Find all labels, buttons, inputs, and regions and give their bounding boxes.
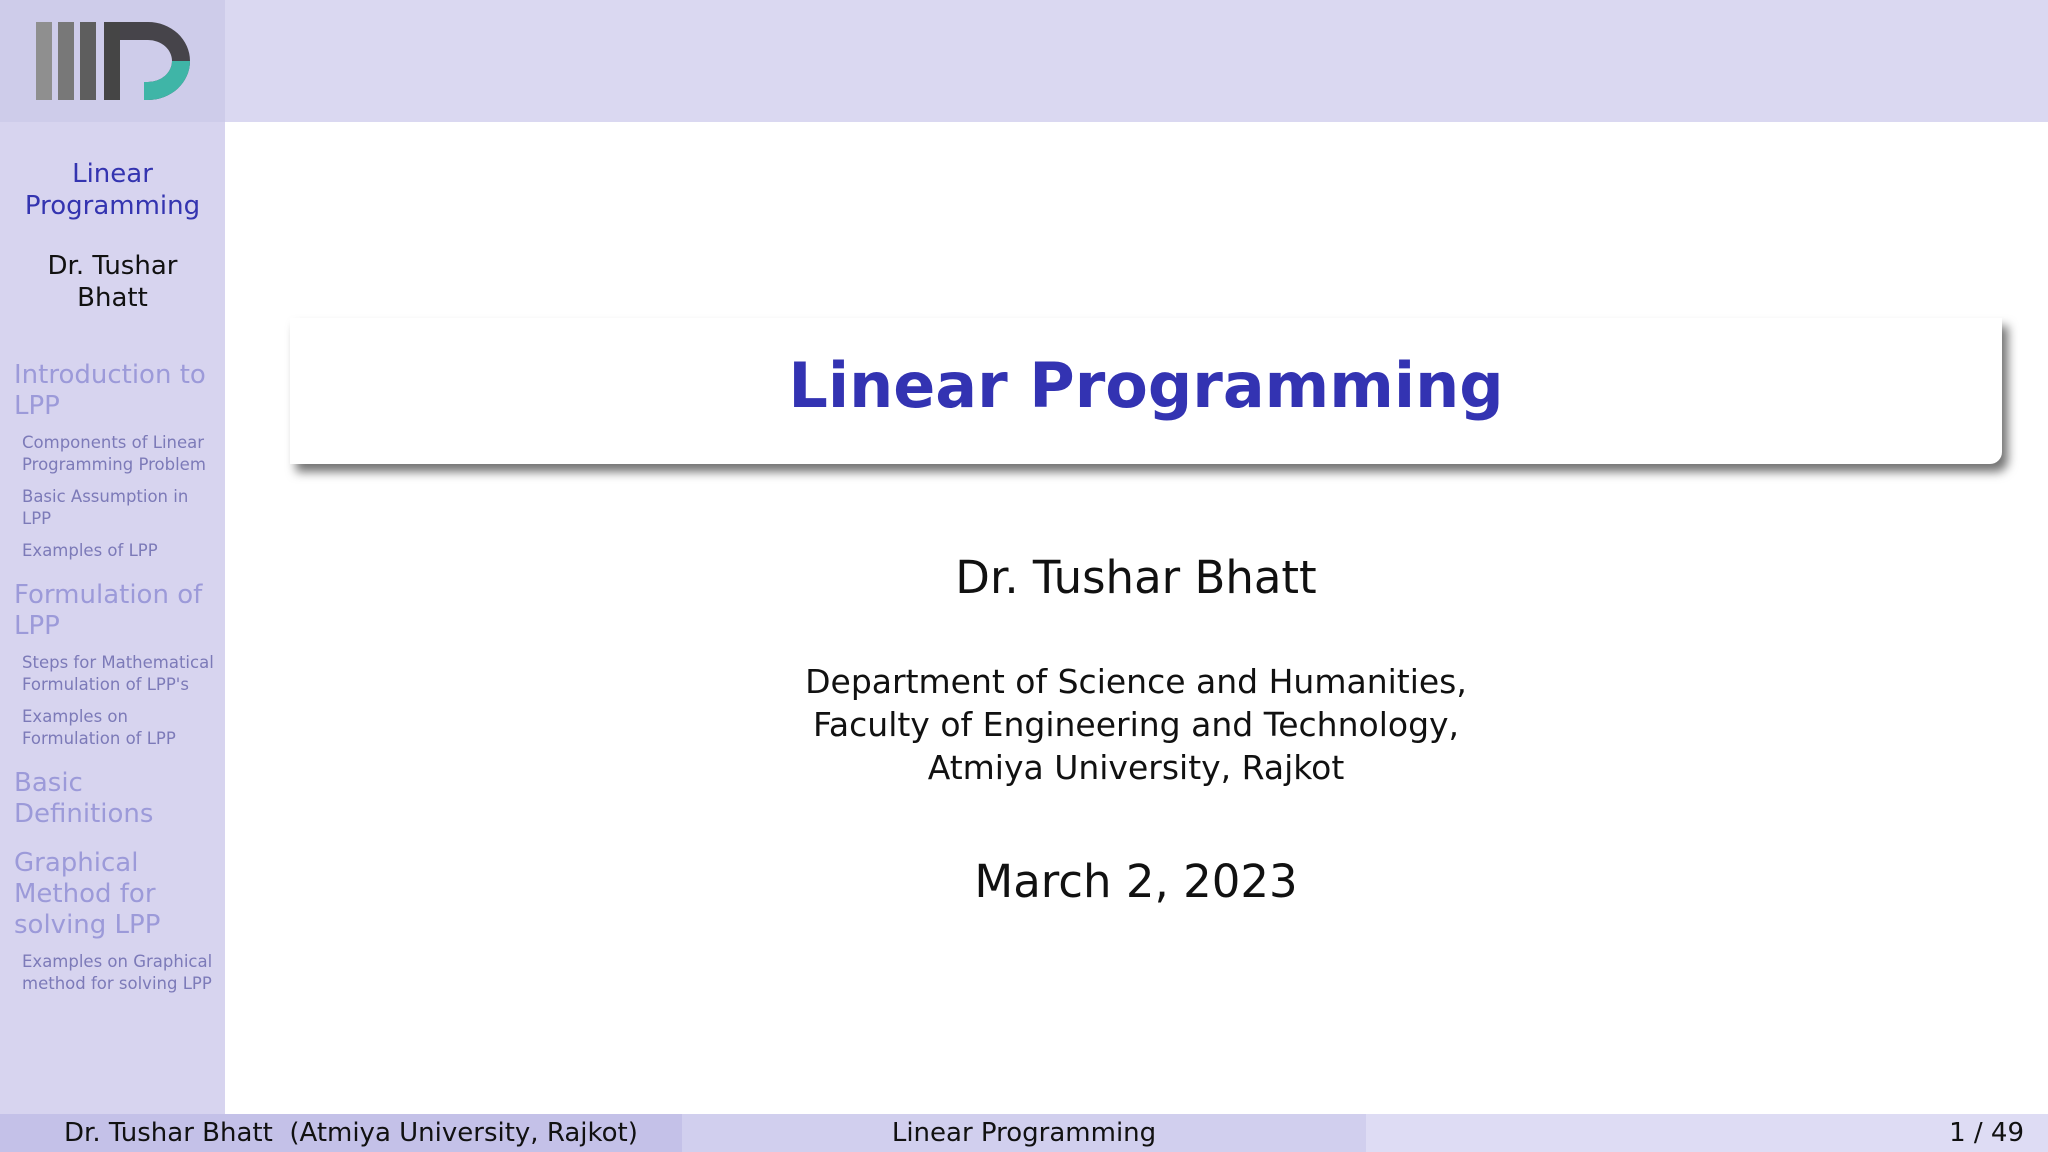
- slide-date: March 2, 2023: [974, 855, 1298, 908]
- nav-section-label: LPP: [14, 391, 60, 421]
- nav-section-label: Definitions: [14, 799, 154, 829]
- sidebar-navigation: [14, 360, 219, 995]
- logo-area: [0, 0, 225, 122]
- affiliation-line: Atmiya University, Rajkot: [927, 748, 1345, 787]
- nav-section-label: Introduction to: [14, 360, 206, 390]
- nav-subsection-label: Basic Assumption in: [22, 487, 189, 506]
- footer-author-section: [0, 1114, 682, 1152]
- footer-title-section: [682, 1114, 1366, 1152]
- sidebar-author: [0, 250, 225, 314]
- nav-subsection-label: Examples on: [22, 707, 128, 726]
- nav-subsection-label: Components of Linear: [22, 433, 205, 452]
- nav-subsection-examples-lpp[interactable]: [22, 540, 219, 562]
- nav-subsection-examples-graphical[interactable]: [22, 951, 219, 995]
- nav-section-graphical-method[interactable]: [14, 848, 219, 941]
- sidebar-author-line: Bhatt: [77, 283, 148, 313]
- slide-affiliation: [290, 660, 1982, 789]
- sidebar-title-line: Linear: [72, 159, 153, 189]
- footer-bar: [0, 1114, 2048, 1152]
- nav-subsection-label: Formulation of LPP's: [22, 675, 189, 694]
- nav-section-introduction[interactable]: [14, 360, 219, 422]
- nav-subsection-examples-formulation[interactable]: [22, 706, 219, 750]
- nav-section-label: Basic: [14, 768, 83, 798]
- nav-subsection-label: Examples of LPP: [22, 541, 158, 560]
- page-number: 1 / 49: [1949, 1118, 2024, 1148]
- nav-section-label: LPP: [14, 611, 60, 641]
- affiliation-line: Faculty of Engineering and Technology,: [812, 705, 1460, 744]
- nav-section-formulation[interactable]: [14, 580, 219, 642]
- header-band: [0, 0, 2048, 122]
- footer-title: Linear Programming: [891, 1118, 1157, 1148]
- slide-author: Dr. Tushar Bhatt: [955, 551, 1317, 604]
- sidebar-author-line: Dr. Tushar: [47, 251, 178, 281]
- footer-author: Dr. Tushar Bhatt (Atmiya University, Rajkot): [64, 1118, 638, 1148]
- nav-subsection-label: Steps for Mathematical: [22, 653, 214, 672]
- footer-page-section: [1366, 1114, 2048, 1152]
- nav-section-label: Graphical: [14, 848, 139, 878]
- nav-subsection-steps[interactable]: [22, 652, 219, 696]
- nav-subsection-label: Programming Problem: [22, 455, 206, 474]
- nav-section-basic-definitions[interactable]: [14, 768, 219, 830]
- university-logo-icon: [36, 22, 196, 102]
- slide-title-box: [290, 318, 2002, 464]
- nav-subsection-basic-assumption[interactable]: [22, 486, 219, 530]
- nav-subsection-label: Formulation of LPP: [22, 729, 176, 748]
- slide-title: Linear Programming: [788, 349, 1504, 422]
- nav-subsection-label: LPP: [22, 509, 52, 528]
- nav-section-label: Method for: [14, 879, 156, 909]
- nav-section-label: Formulation of: [14, 580, 203, 610]
- nav-section-label: solving LPP: [14, 910, 161, 940]
- nav-subsection-label: method for solving LPP: [22, 974, 212, 993]
- affiliation-line: Department of Science and Humanities,: [805, 662, 1467, 701]
- nav-subsection-components[interactable]: [22, 432, 219, 476]
- nav-subsection-label: Examples on Graphical: [22, 952, 213, 971]
- sidebar-title-line: Programming: [24, 191, 201, 221]
- sidebar-presentation-title[interactable]: [0, 158, 225, 222]
- sidebar: [0, 0, 225, 1114]
